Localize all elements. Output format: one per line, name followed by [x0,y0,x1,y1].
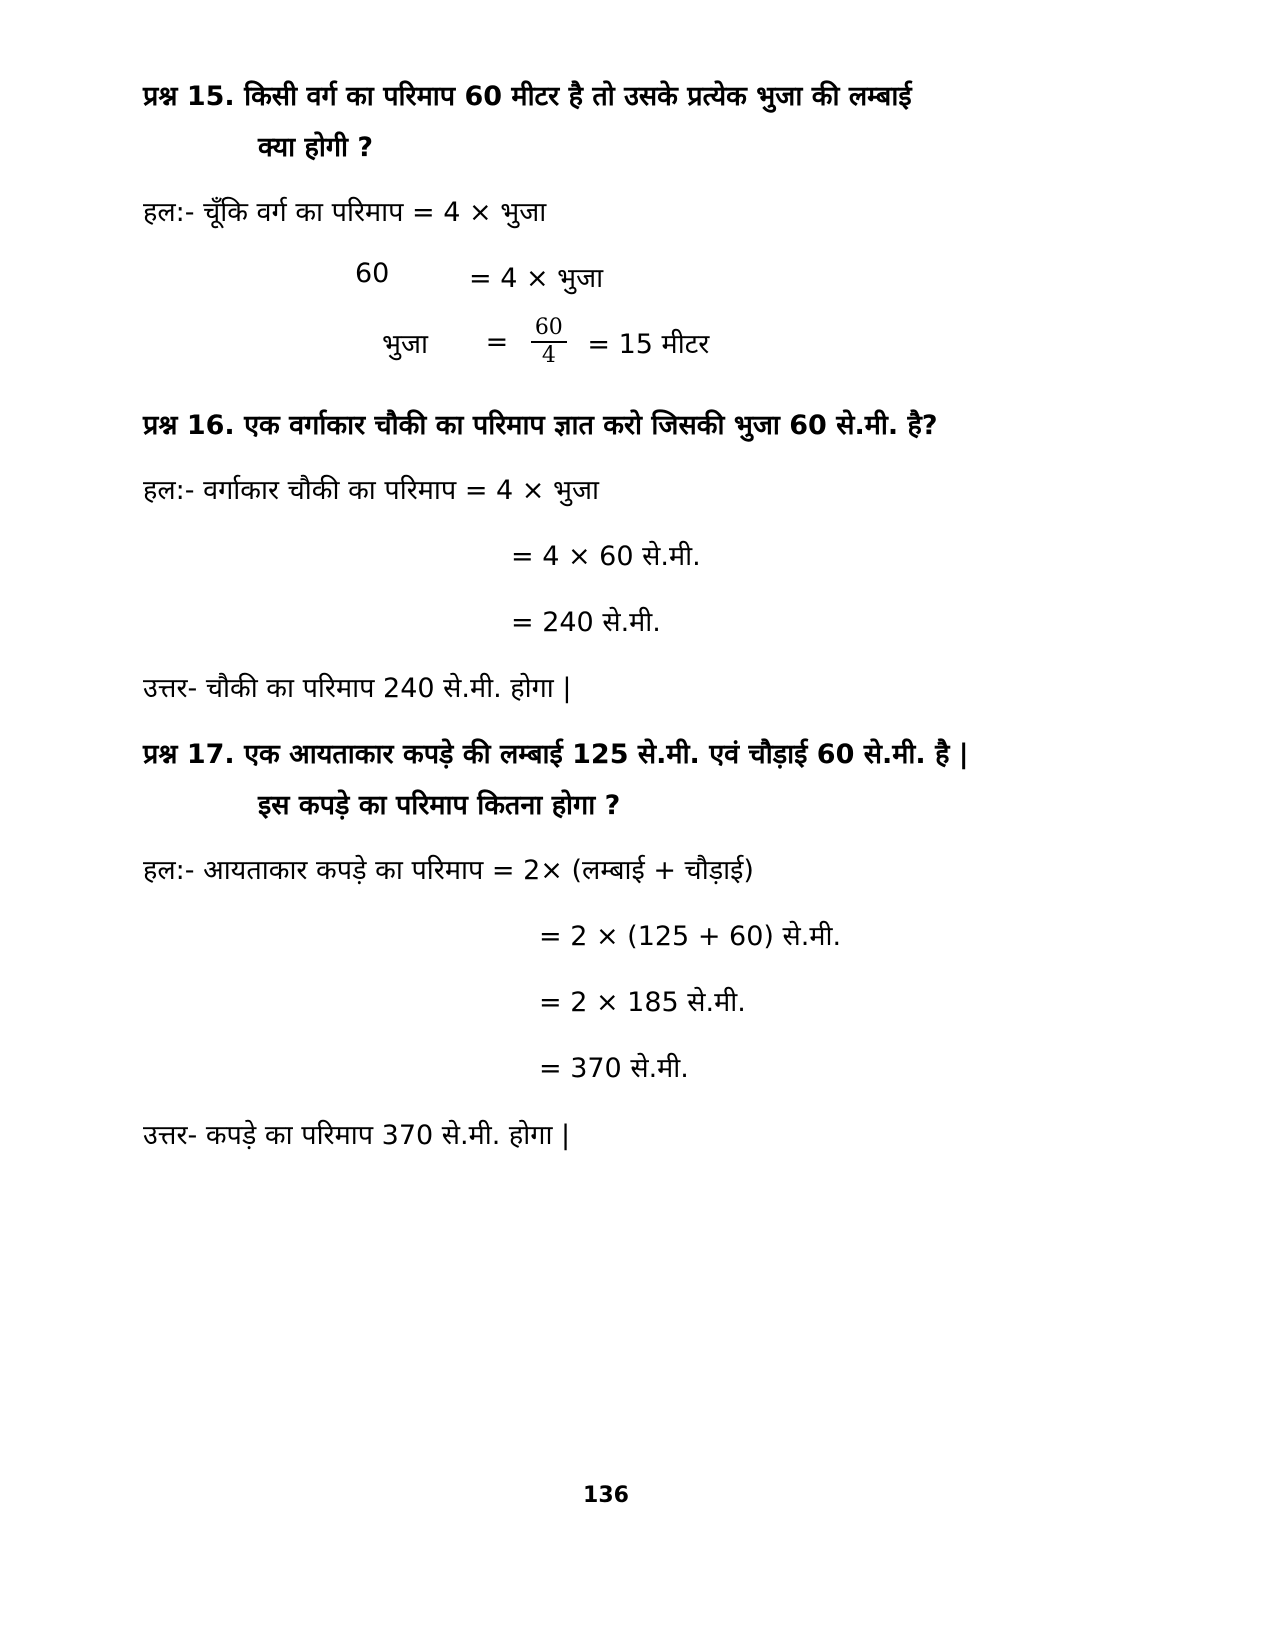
q15-solution-line1: हल:- चूँकि वर्ग का परिमाप = 4 × भुजा [143,197,547,228]
fraction-numerator: 60 [531,315,567,343]
q17-heading-line1: प्रश्न 17. एक आयताकार कपड़े की लम्बाई 125 से.मी. एवं चौड़ाई 60 से.मी. है | [143,739,969,770]
q15-solution-line2-right: = 4 × भुजा [469,263,604,294]
q15-solution-line3-left: भुजा [382,328,429,360]
q16-answer: उत्तर- चौकी का परिमाप 240 से.मी. होगा | [143,673,572,704]
q17-solution-line1: हल:- आयताकार कपड़े का परिमाप = 2× (लम्बाई + चौड़ाई) [143,855,754,886]
q16-solution-line2: = 4 × 60 से.मी. [511,541,701,572]
q15-solution-line3-eq: = [485,326,509,358]
q16-heading: प्रश्न 16. एक वर्गाकार चौकी का परिमाप ज्ञात करो जिसकी भुजा 60 से.मी. है? [143,410,938,441]
q15-heading-line1: प्रश्न 15. किसी वर्ग का परिमाप 60 मीटर है तो उसके प्रत्येक भुजा की लम्बाई [143,81,912,112]
page-number: 136 [583,1483,629,1508]
q16-solution-line3: = 240 से.मी. [511,607,661,638]
q17-heading-line2: इस कपड़े का परिमाप कितना होगा ? [258,790,621,821]
q17-answer: उत्तर- कपड़े का परिमाप 370 से.मी. होगा | [143,1120,571,1151]
q15-solution-line3 [382,315,709,369]
fraction-denominator: 4 [541,343,556,368]
q16-solution-line1: हल:- वर्गाकार चौकी का परिमाप = 4 × भुजा [143,475,599,506]
q17-solution-line2: = 2 × (125 + 60) से.मी. [539,921,842,952]
q15-solution-line3-right: = 15 मीटर [587,328,710,360]
q17-solution-line4: = 370 से.मी. [539,1053,689,1084]
q15-fraction [531,315,567,369]
q15-heading-line2: क्या होगी ? [258,132,374,163]
q17-solution-line3: = 2 × 185 से.मी. [539,987,746,1018]
q15-solution-line2-left: 60 [355,258,390,289]
